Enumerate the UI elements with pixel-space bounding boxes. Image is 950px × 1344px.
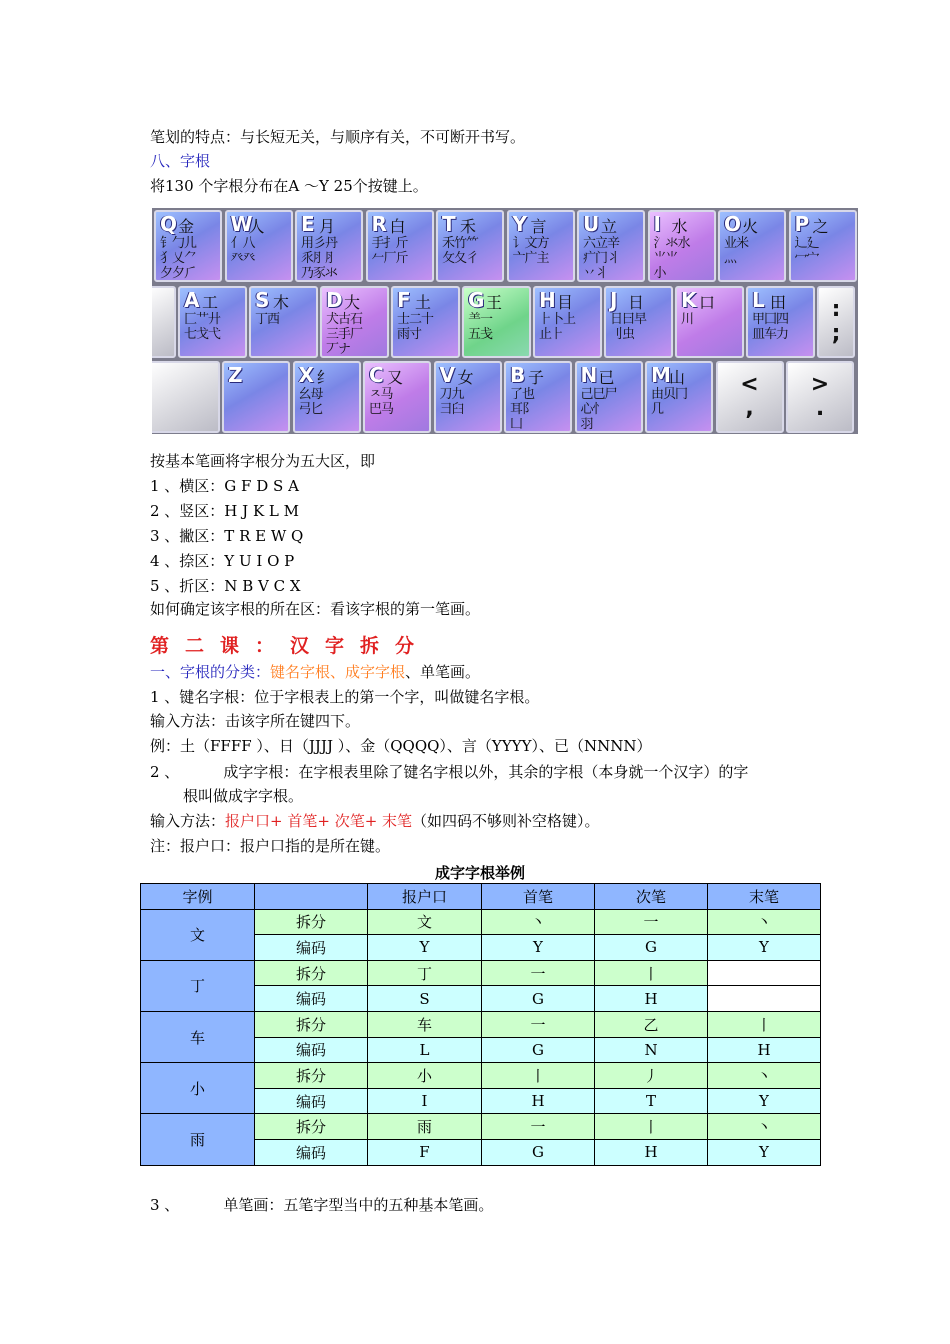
key-letter: T [442, 212, 456, 236]
table-cell: 丿 [595, 1063, 708, 1089]
key-letter: V [439, 363, 455, 387]
key-letter: G [468, 288, 485, 312]
table-cell: 一 [482, 1114, 595, 1140]
single-stroke-definition: 单笔画：五笔字型当中的五种基本笔画。 [223, 1196, 494, 1214]
zone-how-text: 如何确定该字根的所在区：看该字根的第一笔画。 [150, 600, 481, 618]
composite-number: 2 、 [150, 763, 180, 781]
table-cell: 雨 [368, 1114, 482, 1140]
example-character: 小 [141, 1063, 255, 1114]
key-w [225, 210, 293, 282]
table-cell: N [595, 1037, 708, 1063]
zone-item: 3 、撇区：T R E W Q [150, 527, 304, 545]
key-roots: ⺷一 五戋 [468, 312, 493, 342]
key-letter: H [539, 288, 556, 312]
key-letter: M [651, 363, 671, 387]
key-z [222, 361, 290, 433]
table-header-cell [255, 884, 368, 910]
key-semicolon [817, 286, 855, 358]
key-roots: 由贝冂 几 [651, 387, 688, 417]
key-letter: F [397, 288, 411, 312]
table-cell: H [708, 1037, 821, 1063]
key-n [575, 361, 643, 433]
table-cell: 一 [482, 1011, 595, 1037]
key-letter: Q [160, 212, 178, 236]
split-label: 拆分 [255, 960, 368, 986]
composite-input-suffix: （如四码不够则补空格键）。 [412, 812, 600, 830]
table-cell: 丁 [368, 960, 482, 986]
zone-item: 4 、捺区：Y U I O P [150, 552, 295, 570]
key-h [533, 286, 602, 358]
key-roots: ㅈ马 巴马 [369, 387, 394, 417]
single-stroke-text [150, 1195, 493, 1215]
key-name-root: 禾 [460, 217, 477, 236]
key-p [789, 210, 857, 282]
example-character: 车 [141, 1011, 255, 1062]
table-cell [708, 960, 821, 986]
table-header-cell: 首笔 [482, 884, 595, 910]
key-r [366, 210, 434, 282]
table-cell: H [595, 986, 708, 1012]
table-cell [708, 986, 821, 1012]
key-m [645, 361, 713, 433]
table-cell: L [368, 1037, 482, 1063]
table-cell: H [482, 1088, 595, 1114]
key-c [363, 361, 431, 433]
zone-item: 5 、折区：N B V C X [150, 577, 301, 595]
example-character: 雨 [141, 1114, 255, 1165]
table-cell: 丶 [708, 909, 821, 935]
key-roots: 亻八 癶癶 [230, 236, 255, 266]
key-period-glyph: > . [810, 372, 830, 421]
key-q [154, 210, 222, 282]
key-i [648, 210, 716, 282]
classification-prefix: 一、字根的分类： [150, 663, 271, 681]
key-letter: Y [512, 212, 527, 236]
key-period [786, 361, 854, 433]
key-roots: 用彡丹 乑⺼⺼ 乃豕氺 [301, 236, 338, 281]
table-cell: G [482, 1037, 595, 1063]
key-letter: E [301, 212, 315, 236]
table-cell: 丶 [708, 1063, 821, 1089]
split-label: 拆分 [255, 1011, 368, 1037]
key-name-root: 土 [415, 293, 432, 312]
key-y [507, 210, 575, 282]
key-roots: 辶廴 冖宀 [794, 236, 819, 266]
key-o [718, 210, 786, 282]
table-header-cell: 末笔 [708, 884, 821, 910]
key-x [293, 361, 361, 433]
key-roots: 甲囗四 皿车力 [752, 312, 789, 342]
classification-highlight: 键名字根、成字字根 [270, 663, 406, 681]
key-roots: 氵氺水 ⺌⺌ 小 [653, 236, 690, 281]
key-name-root: 白 [389, 217, 406, 236]
table-cell: I [368, 1088, 482, 1114]
key-name-root: 工 [202, 293, 219, 312]
key-name-root: 木 [273, 293, 290, 312]
table-cell: 丨 [595, 960, 708, 986]
key-name-root: 言 [530, 217, 547, 236]
table-cell: 丨 [708, 1011, 821, 1037]
split-label: 拆分 [255, 1114, 368, 1140]
table-cell: T [595, 1088, 708, 1114]
table-cell: Y [368, 935, 482, 961]
zones-intro: 按基本笔画将字根分为五大区，即 [150, 452, 376, 470]
key-name-root: 立 [601, 217, 618, 236]
roots-distribution-text: 将130 个字根分布在A ～Y 25个按键上。 [150, 177, 428, 195]
composite-definition [150, 762, 748, 782]
key-letter: I [653, 212, 661, 236]
table-cell: Y [482, 935, 595, 961]
key-name-root: 日 [628, 293, 645, 312]
table-cell: 文 [368, 909, 482, 935]
key-roots: 讠文方 亠广主 [512, 236, 549, 266]
table-row [141, 909, 821, 935]
table-cell: S [368, 986, 482, 1012]
table-row [141, 960, 821, 986]
key-name-root: 目 [557, 293, 574, 312]
key-roots: 六立辛 疒门丬 丷丬 [583, 236, 620, 281]
key-roots: 钅勹儿 犭乂⺈ 夕夕⺁ [160, 236, 197, 281]
key-semicolon-glyph: : ; [831, 297, 841, 346]
table-cell: G [595, 935, 708, 961]
table-cell: Y [708, 1088, 821, 1114]
note-text: 注：报户口：报户口指的是所在键。 [150, 837, 391, 855]
key-roots: 幺母 弓匕 [298, 387, 323, 417]
wubi-keyboard-image [152, 208, 858, 434]
keyname-input-method: 输入方法：击该字所在键四下。 [150, 712, 361, 730]
table-cell: Y [708, 1139, 821, 1165]
key-b [504, 361, 572, 433]
key-letter: K [681, 288, 697, 312]
key-letter: S [255, 288, 270, 312]
keyname-definition: 1 、键名字根：位于字根表上的第一个字，叫做键名字根。 [150, 688, 540, 706]
keyname-example: 例：土（FFFF ）、日（JJJJ ）、金（QQQQ）、言（YYYY）、已（NNNN） [150, 737, 652, 755]
table-cell: G [482, 1139, 595, 1165]
key-j [604, 286, 673, 358]
key-letter: R [371, 212, 387, 236]
code-label: 编码 [255, 1139, 368, 1165]
table-cell: H [595, 1139, 708, 1165]
key-roots: 了也 耳阝 凵 [510, 387, 535, 432]
key-name-root: 子 [528, 368, 545, 387]
lesson-title: 第二课：汉字拆分 [150, 635, 431, 657]
key-roots: 己巳尸 心忄 羽 [580, 387, 617, 432]
table-cell: 小 [368, 1063, 482, 1089]
code-label: 编码 [255, 935, 368, 961]
table-header-cell: 次笔 [595, 884, 708, 910]
table-row [141, 1063, 821, 1089]
section-title-roots: 八、字根 [150, 152, 211, 170]
key-roots: 日曰早 刂虫 [610, 312, 647, 342]
key-name-root: 田 [770, 293, 787, 312]
key-letter: D [326, 288, 343, 312]
key-name-root: 王 [486, 293, 503, 312]
key-shift-left [152, 361, 220, 433]
key-roots: 匚艹廾 七戈弋 [184, 312, 221, 342]
key-letter: Z [228, 363, 243, 387]
key-roots: 士二十 雨寸 [397, 312, 434, 342]
composite-roots-table [140, 883, 821, 1166]
key-name-root: 纟 [316, 368, 333, 387]
key-name-root: 之 [812, 217, 829, 236]
split-label: 拆分 [255, 1063, 368, 1089]
key-letter: L [752, 288, 765, 312]
table-header-row [141, 884, 821, 910]
key-roots: 业米 灬 [724, 236, 749, 266]
key-l [746, 286, 815, 358]
example-character: 丁 [141, 960, 255, 1011]
split-label: 拆分 [255, 909, 368, 935]
composite-definition-line1: 成字字根：在字根表里除了键名字根以外，其余的字根（本身就一个汉字）的字 [223, 763, 749, 781]
single-stroke-number: 3 、 [150, 1196, 180, 1214]
key-comma-glyph: < , [740, 372, 759, 421]
key-name-root: 山 [669, 368, 686, 387]
key-name-root: 口 [699, 293, 716, 312]
key-d [320, 286, 389, 358]
key-name-root: 又 [387, 368, 404, 387]
zone-item: 1 、横区：G F D S A [150, 477, 299, 495]
key-roots: 刀九 彐臼 [439, 387, 464, 417]
key-a [178, 286, 247, 358]
key-name-root: 火 [742, 217, 759, 236]
code-label: 编码 [255, 986, 368, 1012]
key-letter: C [369, 363, 384, 387]
key-roots: 川 [681, 312, 694, 327]
stroke-feature-text: 笔划的特点：与长短无关，与顺序有关，不可断开书写。 [150, 128, 526, 146]
code-label: 编码 [255, 1037, 368, 1063]
key-letter: A [184, 288, 200, 312]
table-cell: G [482, 986, 595, 1012]
key-letter: X [298, 363, 314, 387]
key-name-root: 人 [248, 217, 265, 236]
composite-input-formula: 报户口+ 首笔+ 次笔+ 末笔 [225, 812, 413, 830]
composite-definition-line2: 根叫做成字字根。 [183, 787, 304, 805]
key-name-root: 女 [457, 368, 474, 387]
key-roots: 禾竹⺮ 攵夂彳 [442, 236, 479, 266]
table-header-cell: 报户口 [368, 884, 482, 910]
key-roots: 手扌斤 𠂉厂斤 [371, 236, 408, 266]
table-cell: 乙 [595, 1011, 708, 1037]
key-roots: 犬古石 三手厂 丆ナ [326, 312, 363, 357]
key-partial-left [152, 286, 176, 358]
classification-suffix: 、单笔画。 [405, 663, 481, 681]
key-v [434, 361, 502, 433]
key-t [436, 210, 504, 282]
key-name-root: 已 [598, 368, 615, 387]
key-name-root: 金 [178, 217, 195, 236]
table-title: 成字字根举例 [434, 864, 525, 882]
table-row [141, 1011, 821, 1037]
table-header-cell: 字例 [141, 884, 255, 910]
key-name-root: 大 [344, 293, 361, 312]
key-letter: P [794, 212, 810, 236]
code-label: 编码 [255, 1088, 368, 1114]
table-cell: 丶 [708, 1114, 821, 1140]
zone-item: 2 、竖区：H J K L M [150, 502, 300, 520]
table-cell: 丶 [482, 909, 595, 935]
key-f [391, 286, 460, 358]
key-roots: 丁西 [255, 312, 280, 327]
table-cell: F [368, 1139, 482, 1165]
key-e [295, 210, 363, 282]
key-letter: J [610, 288, 618, 312]
table-cell: Y [708, 935, 821, 961]
key-u [577, 210, 645, 282]
key-letter: O [724, 212, 742, 236]
key-letter: W [230, 212, 253, 236]
table-cell: 一 [482, 960, 595, 986]
root-classification [150, 662, 480, 682]
example-character: 文 [141, 909, 255, 960]
key-letter: N [580, 363, 598, 387]
key-g [462, 286, 531, 358]
key-name-root: 月 [319, 217, 336, 236]
composite-input-prefix: 输入方法： [150, 812, 226, 830]
table-cell: 一 [595, 909, 708, 935]
table-cell: 丨 [482, 1063, 595, 1089]
key-roots: ⺊卜上 止⺊ [539, 312, 576, 342]
table-cell: 丨 [595, 1114, 708, 1140]
key-s [249, 286, 318, 358]
key-comma [716, 361, 784, 433]
key-letter: U [583, 212, 600, 236]
composite-input-method [150, 811, 600, 831]
table-cell: 车 [368, 1011, 482, 1037]
key-k [675, 286, 744, 358]
table-row [141, 1114, 821, 1140]
key-name-root: 水 [671, 217, 688, 236]
key-letter: B [510, 363, 526, 387]
